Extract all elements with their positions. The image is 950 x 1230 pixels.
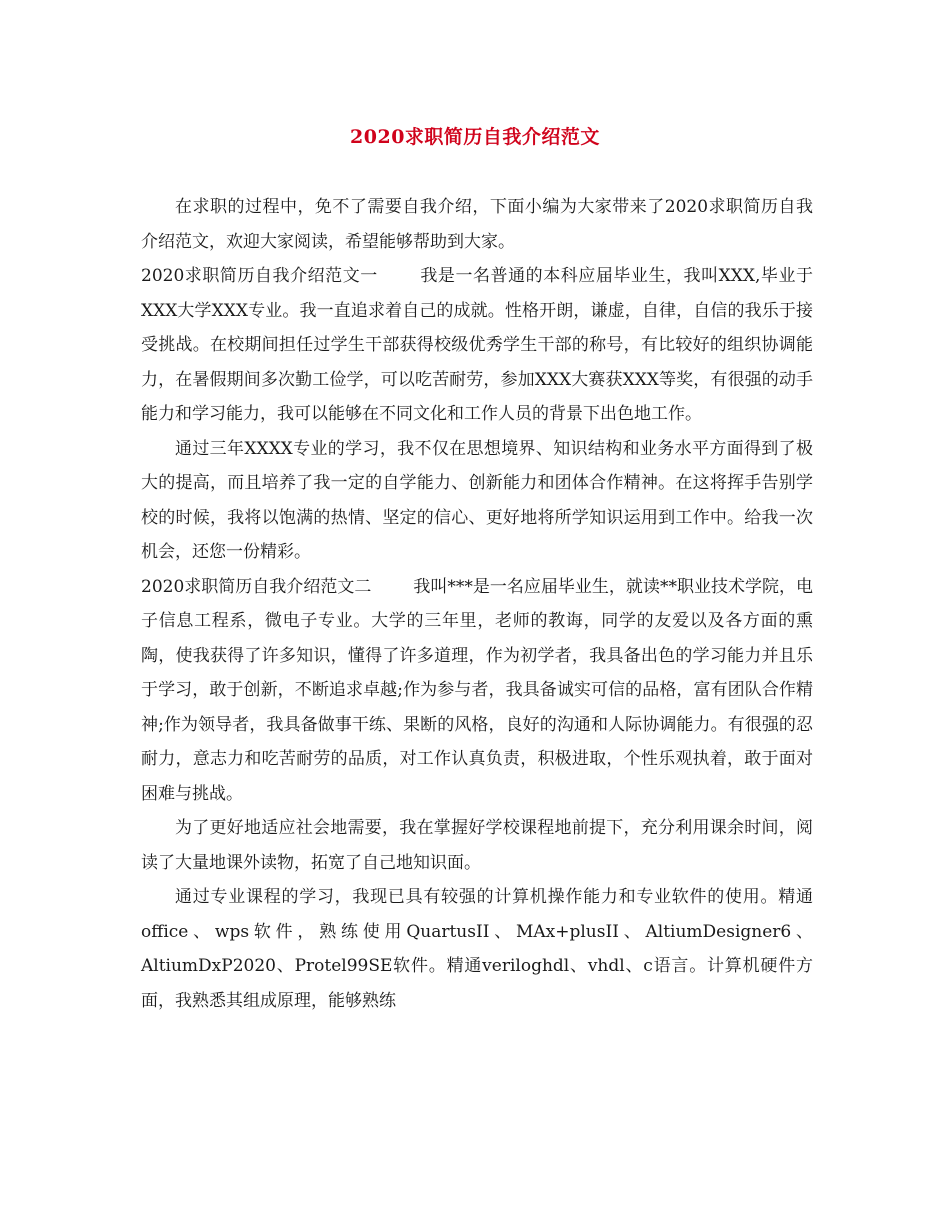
- section2-paragraph-3: 通过专业课程的学习，我现已具有较强的计算机操作能力和专业软件的使用。精通office、wps软件，熟练使用QuartusII、MAx+plusII、AltiumDesigner6、AltiumDxP2020、Protel99SE软件。精通veriloghdl、vhdl、c语言。计算机硬件方面，我熟悉其组成原理，能够熟练: [141, 887, 813, 1011]
- document-title: 2020求职简历自我介绍范文: [350, 126, 600, 148]
- section2-heading: 2020求职简历自我介绍范文二: [141, 576, 372, 597]
- section1-text: 我是一名普通的本科应届毕业生，我叫XXX,毕业于XXX大学XXX专业。我一直追求着自己的成就。性格开朗，谦虚，自律，自信的我乐于接受挑战。在校期间担任过学生干部获得校级优秀学生干部的称号，有比较好的组织协调能力，在暑假期间多次勤工俭学，可以吃苦耐劳，参加XXX大赛获XXX等奖，有很强的动手能力和学习能力，我可以能够在不同文化和工作人员的背景下出色地工作。: [141, 266, 814, 424]
- intro-paragraph: 在求职的过程中，免不了需要自我介绍，下面小编为大家带来了2020求职简历自我介绍范文，欢迎大家阅读，希望能够帮助到大家。: [141, 197, 813, 252]
- section2-text: 我叫***是一名应届毕业生，就读**职业技术学院，电子信息工程系，微电子专业。大学的三年里，老师的教诲，同学的友爱以及各方面的熏陶，使我获得了许多知识，懂得了许多道理，作为初学者，我具备出色的学习能力并且乐于学习，敢于创新，不断追求卓越;作为参与者，我具备诚实可信的品格，富有团队合作精神;作为领导者，我具备做事干练、果断的风格，良好的沟通和人际协调能力。有很强的忍耐力，意志力和吃苦耐劳的品质，对工作认真负责，积极进取，个性乐观执着，敢于面对困难与挑战。: [141, 576, 813, 804]
- section2-paragraph: [141, 570, 813, 812]
- document-body: [141, 190, 813, 1018]
- section1-paragraph-2: 通过三年XXXX专业的学习，我不仅在思想境界、知识结构和业务水平方面得到了极大的提高，而且培养了我一定的自学能力、创新能力和团体合作精神。在这将挥手告别学校的时候，我将以饱满的热情、坚定的信心、更好地将所学知识运用到工作中。给我一次机会，还您一份精彩。: [141, 438, 813, 562]
- section1-paragraph: [141, 259, 813, 432]
- section1-heading: 2020求职简历自我介绍范文一: [141, 266, 378, 286]
- section2-paragraph-2: 为了更好地适应社会地需要，我在掌握好学校课程地前提下，充分利用课余时间，阅读了大量地课外读物，拓宽了自己地知识面。: [141, 818, 813, 873]
